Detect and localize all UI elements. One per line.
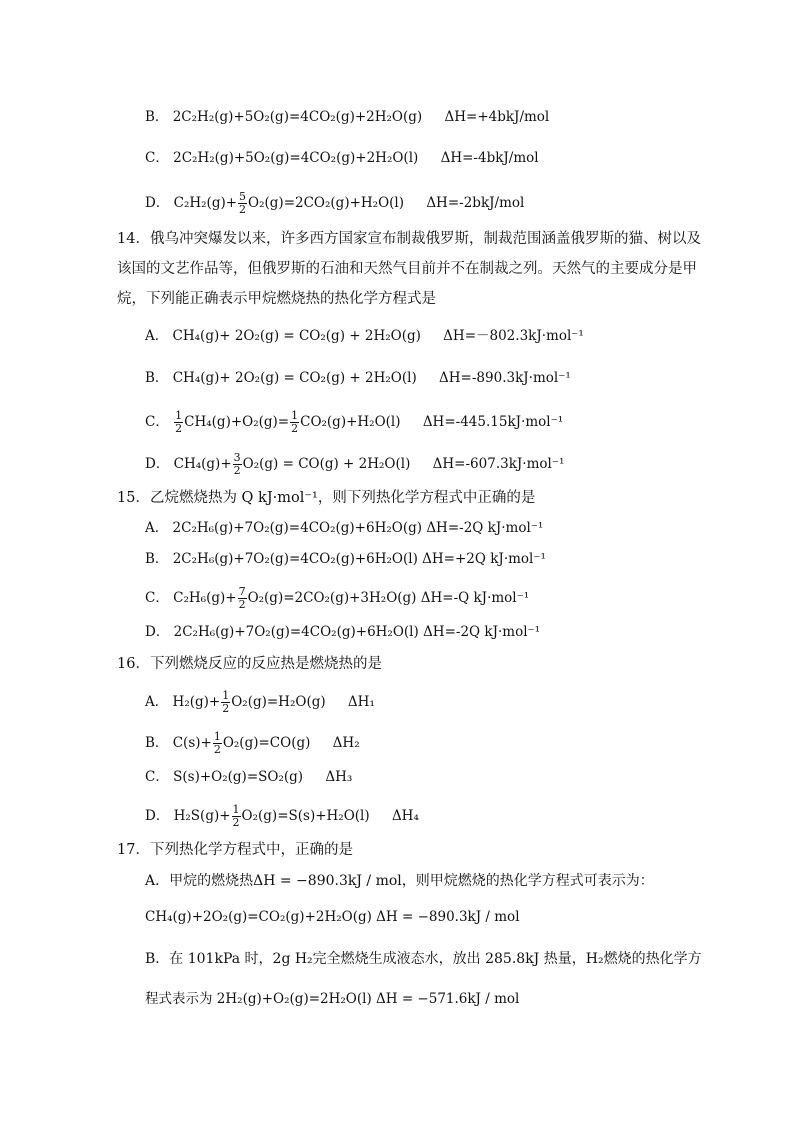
enthalpy: ΔH=-2bkJ/mol <box>426 195 525 211</box>
equation-part: CH₄(g)+O₂(g)= <box>184 414 290 430</box>
fraction: $\frac{7}{2}$ <box>238 585 246 611</box>
equation: 2C₂H₆(g)+7O₂(g)=4CO₂(g)+6H₂O(g) <box>172 520 423 536</box>
q16-option-d[interactable] <box>145 804 419 829</box>
fraction: $\frac{3}{2}$ <box>233 451 241 477</box>
fraction: $\frac{5}{2}$ <box>239 190 247 216</box>
q15-stem: 15．乙烷燃烧热为 Q kJ·mol⁻¹，则下列热化学方程式中正确的是 <box>117 490 536 506</box>
enthalpy: ΔH₂ <box>332 735 360 751</box>
option-label: A． <box>145 694 169 710</box>
enthalpy: ΔH₄ <box>391 808 419 824</box>
option-label: A． <box>145 328 169 344</box>
q15-option-b[interactable] <box>145 549 546 569</box>
q14-option-b[interactable] <box>145 368 571 388</box>
option-label: C． <box>145 414 169 430</box>
option-label: C． <box>145 150 169 166</box>
q16-option-b[interactable] <box>145 731 360 756</box>
q17-stem: 17．下列热化学方程式中，正确的是 <box>117 842 353 858</box>
equation-part: H₂(g)+ <box>172 694 221 710</box>
enthalpy: ΔH₁ <box>347 694 375 710</box>
enthalpy: ΔH=+2Q kJ·mol⁻¹ <box>422 551 546 567</box>
q15-option-a[interactable] <box>145 518 543 538</box>
q14-stem-line3: 烷，下列能正确表示甲烷燃烧热的热化学方程式是 <box>117 291 436 307</box>
enthalpy: ΔH=-445.15kJ·mol⁻¹ <box>422 414 564 430</box>
equation-part: O₂(g)=CO(g) <box>222 735 311 751</box>
equation: S(s)+O₂(g)=SO₂(g) <box>173 769 304 785</box>
equation: CH₄(g)+ 2O₂(g) = CO₂(g) + 2H₂O(g) <box>172 328 421 344</box>
enthalpy: ΔH=-607.3kJ·mol⁻¹ <box>432 456 565 472</box>
fraction: $\frac{1}{2}$ <box>222 689 230 715</box>
option-label: D． <box>145 456 170 472</box>
q14-option-d[interactable] <box>145 452 564 477</box>
enthalpy: ΔH=+4bkJ/mol <box>444 109 550 125</box>
q17-option-b-line1[interactable]: B．在 101kPa 时，2g H₂完全燃烧生成液态水，放出 285.8kJ 热量，H₂燃烧的热化学方 <box>145 951 702 967</box>
q17-option-b-line2: 程式表示为 2H₂(g)+O₂(g)=2H₂O(l) ΔH = −571.6kJ / mol <box>145 991 520 1007</box>
enthalpy: ΔH=-4bkJ/mol <box>440 150 539 166</box>
equation-part: C(s)+ <box>172 735 212 751</box>
equation-part: CH₄(g)+ <box>173 456 232 472</box>
q16-option-c[interactable] <box>145 767 352 787</box>
q14-stem-line1: 14．俄乌冲突爆发以来，许多西方国家宣布制裁俄罗斯，制裁范围涵盖俄罗斯的猫、树以及 <box>117 231 701 247</box>
option-label: D． <box>145 195 170 211</box>
q17-option-a-line2: CH₄(g)+2O₂(g)=CO₂(g)+2H₂O(g) ΔH = −890.3kJ / mol <box>145 909 520 925</box>
q14-stem-line2: 该国的文艺作品等，但俄罗斯的石油和天然气目前并不在制裁之列。天然气的主要成分是甲 <box>117 261 697 277</box>
q15-option-d[interactable] <box>145 622 540 642</box>
equation: 2C₂H₂(g)+5O₂(g)=4CO₂(g)+2H₂O(g) <box>172 109 423 125</box>
q13-option-c[interactable] <box>145 148 539 168</box>
fraction: $\frac{1}{2}$ <box>213 730 221 756</box>
fraction: $\frac{1}{2}$ <box>291 409 299 435</box>
equation: 2C₂H₂(g)+5O₂(g)=4CO₂(g)+2H₂O(l) <box>173 150 419 166</box>
q15-option-c[interactable] <box>145 586 529 611</box>
equation-part: O₂(g)=H₂O(g) <box>231 694 326 710</box>
option-label: C． <box>145 590 169 606</box>
q13-option-b[interactable] <box>145 107 549 127</box>
enthalpy: ΔH=-2Q kJ·mol⁻¹ <box>423 624 541 640</box>
equation-part: O₂(g) = CO(g) + 2H₂O(l) <box>242 456 411 472</box>
enthalpy: ΔH=-2Q kJ·mol⁻¹ <box>426 520 544 536</box>
equation: 2C₂H₆(g)+7O₂(g)=4CO₂(g)+6H₂O(l) <box>173 624 419 640</box>
q16-stem: 16．下列燃烧反应的反应热是燃烧热的是 <box>117 656 382 672</box>
equation-part: O₂(g)=2CO₂(g)+H₂O(l) <box>248 195 405 211</box>
q13-option-d[interactable] <box>145 191 524 216</box>
equation-part: H₂S(g)+ <box>173 808 231 824</box>
fraction: $\frac{1}{2}$ <box>175 409 183 435</box>
option-label: B． <box>145 551 169 567</box>
q17-option-a-line1[interactable]: A．甲烷的燃烧热ΔH = −890.3kJ / mol，则甲烷燃烧的热化学方程式可表示为： <box>145 873 654 889</box>
q14-option-a[interactable] <box>145 326 584 346</box>
equation: 2C₂H₆(g)+7O₂(g)=4CO₂(g)+6H₂O(l) <box>172 551 418 567</box>
option-label: D． <box>145 624 170 640</box>
option-label: B． <box>145 735 169 751</box>
enthalpy: ΔH=-Q kJ·mol⁻¹ <box>420 590 530 606</box>
fraction: $\frac{1}{2}$ <box>232 803 240 829</box>
equation-part: CO₂(g)+H₂O(l) <box>300 414 401 430</box>
equation-part: O₂(g)=2CO₂(g)+3H₂O(g) <box>247 590 417 606</box>
equation: CH₄(g)+ 2O₂(g) = CO₂(g) + 2H₂O(l) <box>172 370 417 386</box>
enthalpy: ΔH=－802.3kJ·mol⁻¹ <box>443 328 584 344</box>
q14-option-c[interactable] <box>145 410 563 435</box>
enthalpy: ΔH=-890.3kJ·mol⁻¹ <box>439 370 571 386</box>
equation-part: C₂H₆(g)+ <box>173 590 237 606</box>
equation-part: C₂H₂(g)+ <box>173 195 238 211</box>
enthalpy: ΔH₃ <box>325 769 353 785</box>
option-label: B． <box>145 109 169 125</box>
option-label: D． <box>145 808 170 824</box>
equation-part: O₂(g)=S(s)+H₂O(l) <box>241 808 370 824</box>
option-label: C． <box>145 769 169 785</box>
option-label: B． <box>145 370 169 386</box>
option-label: A． <box>145 520 169 536</box>
q16-option-a[interactable] <box>145 690 375 715</box>
